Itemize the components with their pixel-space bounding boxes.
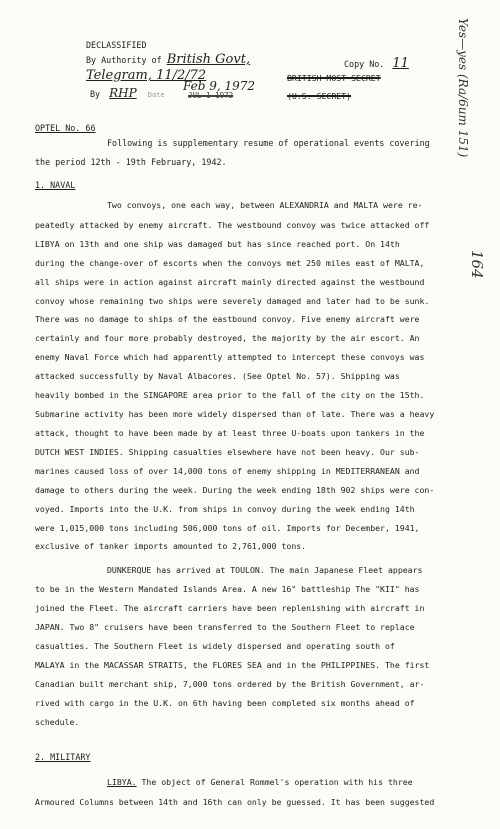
text-line: voyed. Imports into the U.K. from ships in convoy during the week ending 14th xyxy=(35,504,415,514)
section-heading-military: 2. MILITARY xyxy=(35,752,91,762)
date-handwritten: Feb 9, 1972 xyxy=(183,79,256,93)
text-line: rived with cargo in the U.K. on 6th having been completed six months ahead of xyxy=(35,698,415,708)
text-line: DUTCH WEST INDIES. Shipping casualties elsewhere have not been heavy. Our sub- xyxy=(35,447,420,457)
text-line: damage to others during the week. During the week ending 18th 902 ships were con- xyxy=(35,485,435,495)
text-line: heavily bombed in the SINGAPORE area prior to the fall of the city on the 15th. xyxy=(35,390,425,400)
text-line: joined the Fleet. The aircraft carriers have been replenishing with aircraft in xyxy=(35,603,425,613)
optel-reference: OPTEL No. 66 xyxy=(35,123,96,133)
text-line: schedule. xyxy=(35,717,80,727)
copy-line xyxy=(344,56,409,71)
margin-note-top: Yes—yes (Ra/6um 151) xyxy=(456,18,470,158)
text-line: attack, thought to have been made by at least three U-boats upon tankers in the xyxy=(35,428,425,438)
text-line: were 1,015,000 tons including 506,000 tons of oil. Imports for December, 1941, xyxy=(35,523,420,533)
text-line: LIBYA. The object of General Rommel's operation with his three xyxy=(107,777,413,787)
text-line: There was no damage to ships of the eastbound convoy. Five enemy aircraft were xyxy=(35,314,420,324)
text-line: exclusive of tanker imports amounted to 2,761,000 tons. xyxy=(35,541,307,551)
copy-label: Copy No. xyxy=(344,59,385,69)
text-line: certainly and four more probably destroyed, the majority by the air escort. An xyxy=(35,333,420,343)
text-line: marines caused loss of over 14,000 tons of enemy shipping in MEDITERRANEAN and xyxy=(35,466,420,476)
by-line xyxy=(90,86,165,100)
text-line: LIBYA on 13th and one ship was damaged but has since reached port. On 14th xyxy=(35,239,400,249)
margin-note-middle: 164 xyxy=(468,250,486,279)
text-line: attacked successfully by Naval Albacores. (See Optel No. 57). Shipping was xyxy=(35,371,400,381)
authority-line xyxy=(86,52,250,67)
text-line: convoy whose remaining two ships were severely damaged and later had to be sunk. xyxy=(35,296,430,306)
authority-label: By Authority of xyxy=(86,55,162,65)
location-lead: LIBYA. xyxy=(107,777,137,787)
date-label: Date xyxy=(147,91,165,99)
classification-struck-1: BRITISH MOST SECRET xyxy=(287,73,381,83)
intro-line-1: Following is supplementary resume of operational events covering xyxy=(107,138,430,148)
text-line: enemy Naval Force which had apparently attempted to intercept these convoys was xyxy=(35,352,425,362)
text-line: to be in the Western Mandated Islands Area. A new 16" battleship The "KII" has xyxy=(35,584,420,594)
text-line: Submarine activity has been more widely dispersed than of late. There was a heavy xyxy=(35,409,435,419)
text-line: Canadian built merchant ship, 7,000 tons ordered by the British Government, ar- xyxy=(35,679,425,689)
authority-handwritten: British Govt, xyxy=(166,52,251,67)
section-heading-naval: 1. NAVAL xyxy=(35,180,76,190)
text-line: all ships were in action against aircraft mainly directed against the westbound xyxy=(35,277,425,287)
text-line: JAPAN. Two 8" cruisers have been transferred to the Southern Fleet to replace xyxy=(35,622,415,632)
by-initials: RHP xyxy=(109,86,137,100)
text-line: peatedly attacked by enemy aircraft. The westbound convoy was twice attacked off xyxy=(35,220,430,230)
text-line: casualties. The Southern Fleet is widely dispersed and operating south of xyxy=(35,641,395,651)
date-struck: JUL 1 1972 xyxy=(188,91,234,100)
classification-struck-2: (U.S. SECRET) xyxy=(287,91,352,101)
text-line: MALAYA in the MACASSAR STRAITS, the FLORES SEA and in the PHILIPPINES. The first xyxy=(35,660,430,670)
text-line: during the change-over of escorts when the convoys met 250 miles east of MALTA, xyxy=(35,258,425,268)
declassified-stamp: DECLASSIFIED xyxy=(86,40,147,50)
by-label: By xyxy=(90,89,101,99)
text-line: DUNKERQUE has arrived at TOULON. The main Japanese Fleet appears xyxy=(107,565,423,575)
text-line: Two convoys, one each way, between ALEXANDRIA and MALTA were re- xyxy=(107,200,423,210)
telegram-handwritten: Telegram, 11/2/72 xyxy=(86,68,207,83)
intro-line-2: the period 12th - 19th February, 1942. xyxy=(35,157,227,167)
text-line: Armoured Columns between 14th and 16th can only be guessed. It has been suggested xyxy=(35,797,435,807)
copy-number: 11 xyxy=(392,56,409,71)
